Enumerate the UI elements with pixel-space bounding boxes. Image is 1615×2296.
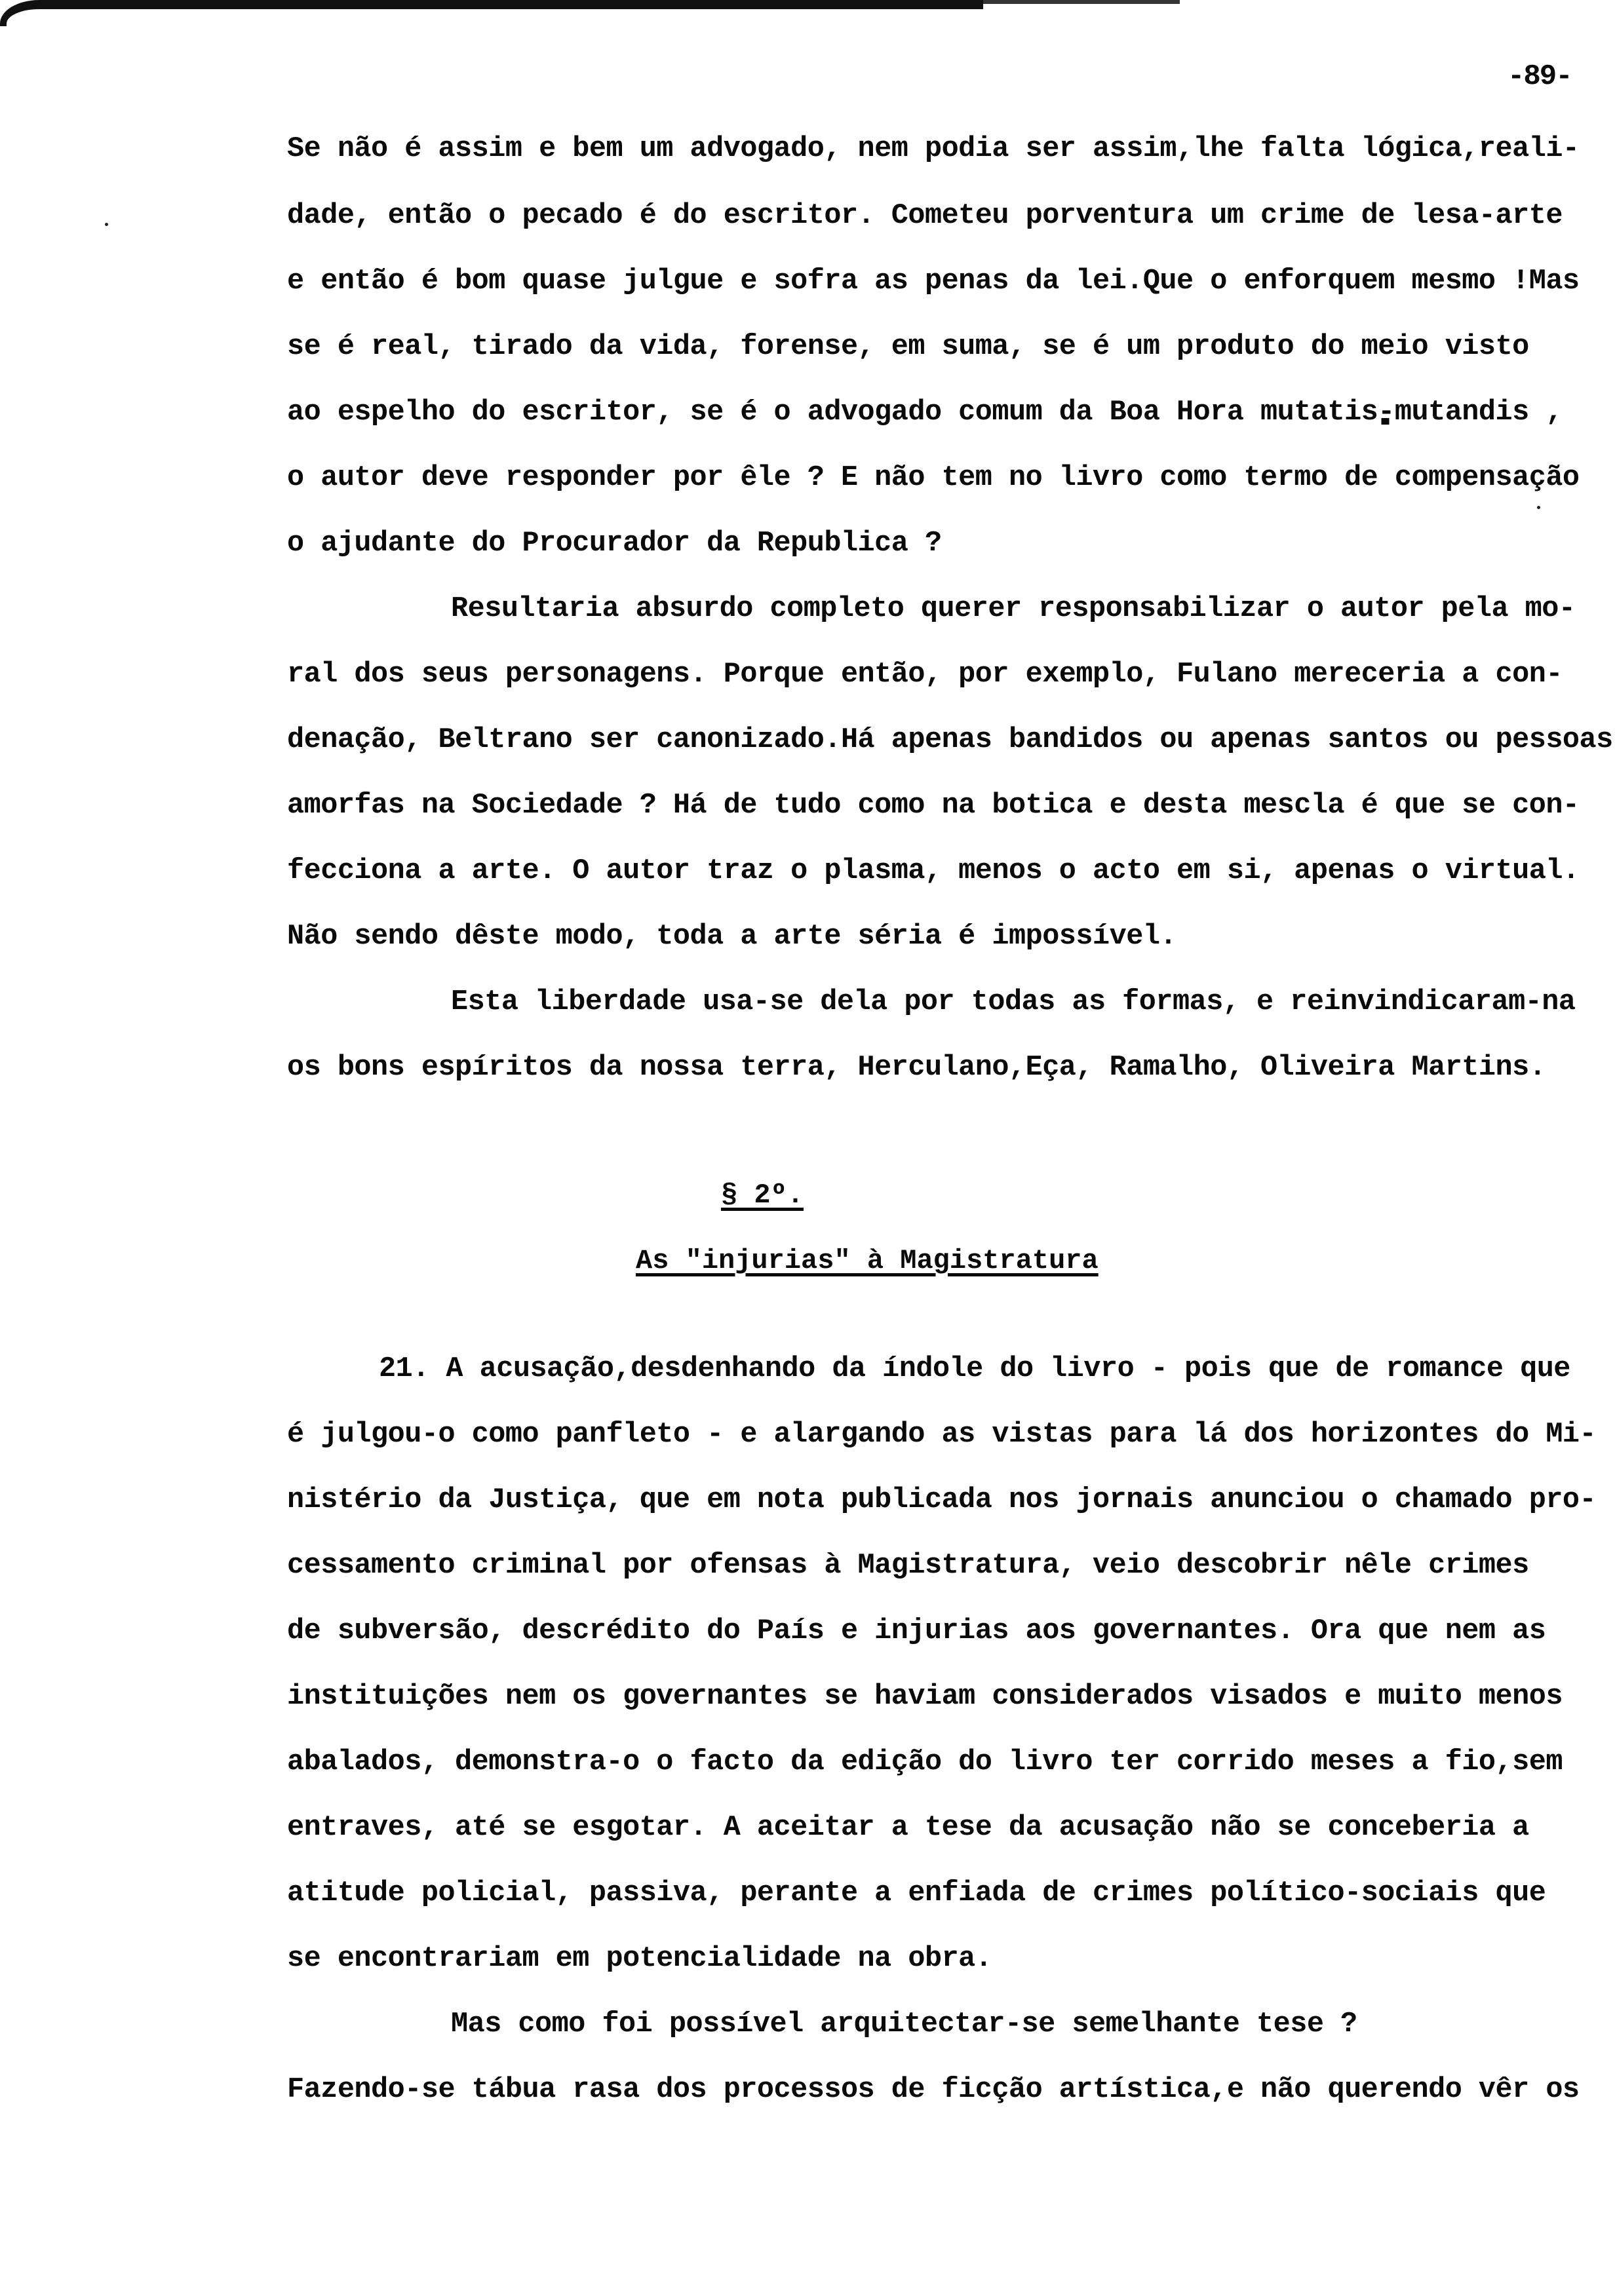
text-line: Não sendo dêste modo, toda a arte séria é impossível. <box>287 921 1177 953</box>
text-line <box>287 393 1563 432</box>
text-line: abalados, demonstra-o o facto da edição do livro ter corrido meses a fio,sem <box>287 1746 1563 1778</box>
text-line: 21. A acusação,desdenhando da índole do livro - pois que de romance que <box>379 1353 1570 1385</box>
text-line: o autor deve responder por êle ? E não tem no livro como termo de compensação <box>287 462 1580 494</box>
text-line: denação, Beltrano ser canonizado.Há apenas bandidos ou apenas santos ou pessoas <box>287 724 1613 756</box>
text-line: Fazendo-se tábua rasa dos processos de ficção artística,e não querendo vêr os <box>287 2074 1580 2106</box>
struck-phrase: mutatis-mutandis <box>1260 396 1529 429</box>
scan-speck <box>105 223 108 226</box>
text-line: instituições nem os governantes se haviam considerados visados e muito menos <box>287 1681 1563 1713</box>
text-line: de subversão, descrédito do País e injurias aos governantes. Ora que nem as <box>287 1615 1546 1647</box>
text-line: se encontrariam em potencialidade na obra. <box>287 1943 992 1975</box>
page-number: -89- <box>1508 60 1572 93</box>
text-line: o ajudante do Procurador da Republica ? <box>287 527 942 560</box>
text-line: amorfas na Sociedade ? Há de tudo como na botica e desta mescla é que se con- <box>287 790 1580 822</box>
scan-speck <box>1537 506 1540 509</box>
text-line: cessamento criminal por ofensas à Magistratura, veio descobrir nêle crimes <box>287 1550 1529 1582</box>
text-line: se é real, tirado da vida, forense, em suma, se é um produto do meio visto <box>287 331 1529 363</box>
scanned-page-top-edge-fade <box>983 0 1180 4</box>
text-line: os bons espíritos da nossa terra, Herculano,Eça, Ramalho, Oliveira Martins. <box>287 1052 1546 1084</box>
text-fragment: , <box>1528 396 1563 429</box>
text-line: nistério da Justiça, que em nota publicada nos jornais anunciou o chamado pro- <box>287 1484 1597 1516</box>
text-line: entraves, até se esgotar. A aceitar a tese da acusação não se conceberia a <box>287 1812 1529 1844</box>
text-line: fecciona a arte. O autor traz o plasma, menos o acto em si, apenas o virtual. <box>287 855 1580 887</box>
text-line: Se não é assim e bem um advogado, nem podia ser assim,lhe falta lógica,reali- <box>287 133 1580 165</box>
text-fragment: ao espelho do escritor, se é o advogado comum da Boa Hora <box>287 396 1261 429</box>
text-line: Mas como foi possível arquitectar-se semelhante tese ? <box>451 2008 1357 2040</box>
text-line: ral dos seus personagens. Porque então, por exemplo, Fulano mereceria a con- <box>287 659 1563 691</box>
text-line: Esta liberdade usa-se dela por todas as formas, e reinvindicaram-na <box>451 986 1576 1018</box>
scanned-page-top-edge <box>0 0 983 26</box>
section-title: As "injurias" à Magistratura <box>636 1245 1099 1276</box>
text-line: Resultaria absurdo completo querer responsabilizar o autor pela mo- <box>451 593 1576 625</box>
text-line: e então é bom quase julgue e sofra as penas da lei.Que o enforquem mesmo !Mas <box>287 265 1580 297</box>
section-number: § 2º. <box>721 1179 804 1211</box>
text-line: dade, então o pecado é do escritor. Cometeu porventura um crime de lesa-arte <box>287 200 1563 232</box>
text-line: é julgou-o como panfleto - e alargando as vistas para lá dos horizontes do Mi- <box>287 1419 1597 1451</box>
text-line: atitude policial, passiva, perante a enfiada de crimes político-sociais que <box>287 1877 1546 1909</box>
